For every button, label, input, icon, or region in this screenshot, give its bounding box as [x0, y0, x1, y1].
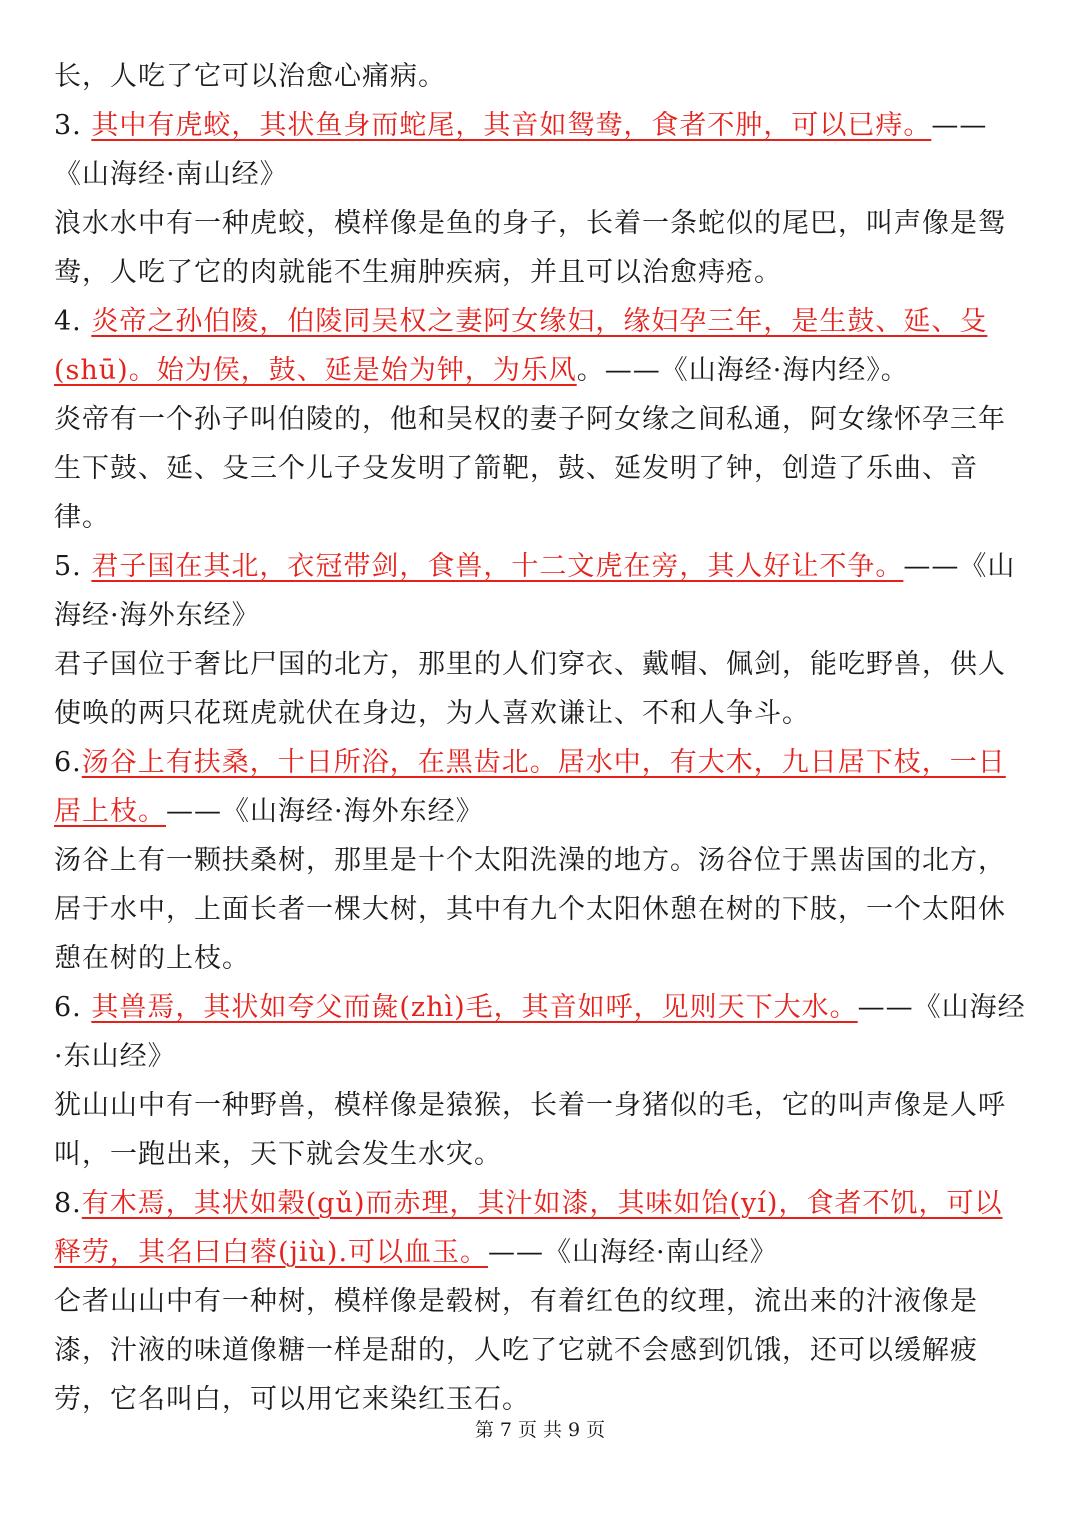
entry-number: 5. — [54, 551, 92, 582]
document-body — [54, 52, 1028, 1424]
quote-text: 汤谷上有扶桑，十日所浴，在黑齿北。居水中，有大木，九日居下枝，一日居上枝。 — [54, 747, 1006, 827]
quote-text: 其中有虎蛟，其状鱼身而蛇尾，其音如鸳鸯，食者不肿，可以已痔。 — [91, 110, 932, 141]
source-citation: ——《山海经·东山经》 — [54, 992, 1026, 1072]
quote-entry — [54, 983, 1028, 1081]
source-citation: 。——《山海经·海内经》。 — [576, 355, 909, 386]
quote-text: 君子国在其北，衣冠带剑，食兽，十二文虎在旁，其人好让不争。 — [91, 551, 904, 582]
entry-number: 4. — [54, 306, 92, 337]
source-citation: ——《山海经·南山经》 — [488, 1237, 778, 1268]
quote-entry — [54, 542, 1028, 640]
page-footer: 第 7 页 共 9 页 — [474, 1419, 606, 1441]
translation-paragraph: 汤谷上有一颗扶桑树，那里是十个太阳洗澡的地方。汤谷位于黑齿国的北方，居于水中，上面长者一棵大树，其中有九个太阳休憩在树的下肢，一个太阳休憩在树的上枝。 — [54, 845, 1006, 974]
quote-entry — [54, 1179, 1028, 1277]
translation-paragraph: 犹山山中有一种野兽，模样像是猿猴，长着一身猪似的毛，它的叫声像是人呼叫，一跑出来，天下就会发生水灾。 — [54, 1090, 1006, 1170]
source-citation: ——《山海经·海外东经》 — [54, 551, 1016, 631]
quote-text: 炎帝之孙伯陵，伯陵同吴权之妻阿女缘妇，缘妇孕三年，是生鼓、延、殳(shū)。始为侯，鼓、延是始为钟，为乐风 — [54, 306, 988, 386]
translation-paragraph: 仑者山山中有一种树，模样像是毂树，有着红色的纹理，流出来的汁液像是漆，汁液的味道像糖一样是甜的，人吃了它就不会感到饥饿，还可以缓解疲劳，它名叫白，可以用它来染红玉石。 — [54, 1286, 978, 1415]
translation-paragraph: 君子国位于奢比尸国的北方，那里的人们穿衣、戴帽、佩剑，能吃野兽，供人使唤的两只花斑虎就伏在身边，为人喜欢谦让、不和人争斗。 — [54, 649, 1006, 729]
source-citation: ——《山海经·南山经》 — [54, 110, 988, 190]
quote-text: 有木焉，其状如榖(gǔ)而赤理，其汁如漆，其味如饴(yí)，食者不饥，可以释劳，其名曰白蓉(jiù).可以血玉。 — [54, 1188, 1003, 1268]
entry-number: 8. — [54, 1188, 82, 1219]
translation-paragraph: 浪水水中有一种虎蛟，模样像是鱼的身子，长着一条蛇似的尾巴，叫声像是鸳鸯，人吃了它的肉就能不生痈肿疾病，并且可以治愈痔疮。 — [54, 208, 1006, 288]
quote-entry — [54, 101, 1028, 199]
entry-number: 6. — [54, 992, 92, 1023]
quote-entry — [54, 738, 1028, 836]
entry-number: 6. — [54, 747, 82, 778]
quote-entry — [54, 297, 1028, 395]
entry-number: 3. — [54, 110, 92, 141]
quote-text: 其兽焉，其状如夸父而彘(zhì)毛，其音如呼，见则天下大水。 — [91, 992, 858, 1023]
translation-paragraph: 长，人吃了它可以治愈心痛病。 — [54, 61, 446, 92]
translation-paragraph: 炎帝有一个孙子叫伯陵的，他和吴权的妻子阿女缘之间私通，阿女缘怀孕三年生下鼓、延、殳三个儿子殳发明了箭靶，鼓、延发明了钟，创造了乐曲、音律。 — [54, 404, 1006, 533]
source-citation: ——《山海经·海外东经》 — [166, 796, 484, 827]
